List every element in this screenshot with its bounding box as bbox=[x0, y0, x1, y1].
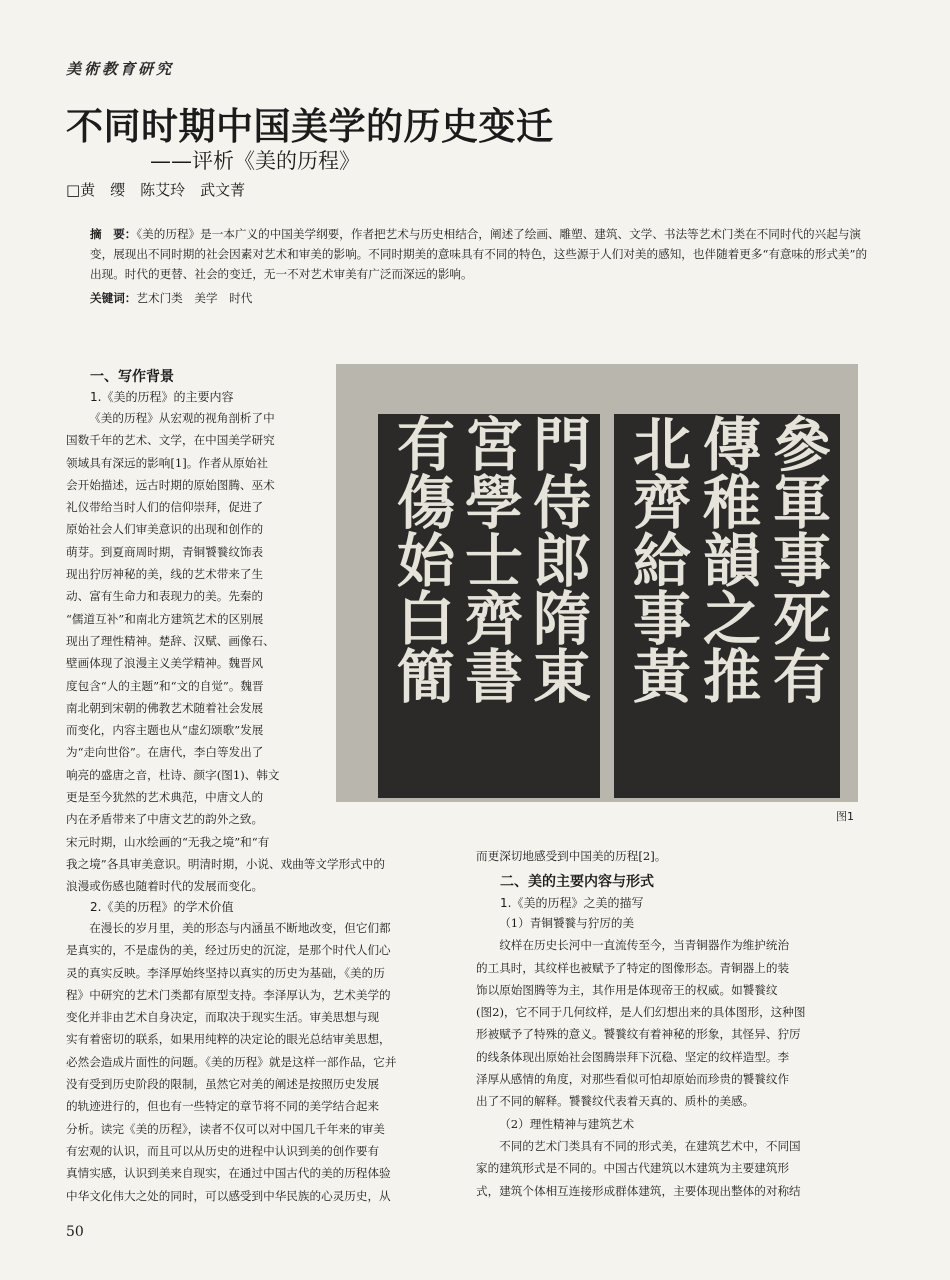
page-number: 50 bbox=[66, 1224, 84, 1240]
calligraphy-text: 傳稚韻之推 bbox=[693, 414, 761, 704]
section-heading-content: 二、美的主要内容与形式 bbox=[500, 874, 654, 890]
text-line: 饰以原始图腾等为主，其作用是体现帝王的权威。如饕餮纹 bbox=[476, 982, 778, 997]
text-line: 浪漫或伤感也随着时代的发展而变化。 bbox=[66, 879, 264, 894]
body-column-right bbox=[476, 912, 860, 1202]
text-line: 国数千年的艺术、文学，在中国美学研究 bbox=[66, 433, 275, 448]
text-line: 纹样在历史长河中一直流传至今，当青铜器作为维护统治 bbox=[499, 938, 790, 953]
text-line: 灵的真实反映。李泽厚始终坚持以真实的历史为基础，《美的历 bbox=[66, 965, 385, 980]
text-line: 的轨迹进行的，但也有一些特定的章节将不同的美学结合起来 bbox=[66, 1099, 380, 1114]
text-line: 我之境”各具审美意识。明清时期，小说、戏曲等文学形式中的 bbox=[66, 857, 385, 871]
text-line: 的工具时，其纹样也被赋予了特定的图像形态。青铜器上的装 bbox=[476, 960, 790, 975]
text-line: 度包含“人的主题”和“文的自觉”。魏晋 bbox=[66, 678, 264, 693]
text-line: 南北朝到宋朝的佛教艺术随着社会发展 bbox=[66, 700, 264, 715]
text-line: (图2)，它不同于几何纹样，是人们幻想出来的具体图形，这种图 bbox=[476, 1005, 806, 1020]
text-line: 而变化，内容主题也从“虚幻颂歌”发展 bbox=[66, 723, 264, 738]
figure-calligraphy-rubbing bbox=[336, 364, 858, 802]
calligraphy-text: 有傷始白簡 bbox=[387, 414, 455, 704]
abstract-label: 摘 要： bbox=[90, 227, 137, 241]
text-line: 变化并非由艺术自身决定，而取决于现实生活。审美思想与现 bbox=[66, 1010, 380, 1025]
keywords-label: 关键词： bbox=[90, 291, 137, 305]
calligraphy-column bbox=[624, 414, 690, 704]
author-list: □黄 缨 陈艾玲 武文菁 bbox=[66, 181, 246, 199]
subsubsection-heading: （1）青铜饕餮与狞厉的美 bbox=[499, 916, 635, 930]
calligraphy-column bbox=[456, 414, 522, 704]
text-line: 宋元时期，山水绘画的“无我之境”和“有 bbox=[66, 834, 270, 849]
text-line: “儒道互补”和南北方建筑艺术的区别展 bbox=[66, 611, 264, 626]
text-line: 内在矛盾带来了中唐文艺的韵外之致。 bbox=[66, 812, 264, 827]
body-column-narrow bbox=[66, 407, 318, 853]
text-line: 萌芽。到夏商周时期，青铜饕餮纹饰表 bbox=[66, 544, 264, 559]
calligraphy-column bbox=[524, 414, 590, 704]
article-subtitle: ——评析《美的历程》 bbox=[150, 149, 360, 173]
body-column-wide bbox=[66, 853, 458, 898]
body-column-right bbox=[476, 845, 860, 867]
section-heading-background: 一、写作背景 bbox=[90, 369, 174, 385]
text-line: 必然会造成片面性的问题。《美的历程》就是这样一部作品，它并 bbox=[66, 1054, 397, 1069]
calligraphy-text: 參軍事死有 bbox=[763, 414, 831, 704]
abstract-text: 《美的历程》是一本广义的中国美学纲要，作者把艺术与历史相结合，阐述了绘画、雕塑、建筑、文学、书法等艺术门类在不同时代的兴起与演变，展现出不同时期的社会因素对艺术和审美的影响。不同时期美的意味具有不同的特色，这些源于人们对美的感知，也伴随着更多“有意味的形式美”的出现。时代的更替、社会的变迁，无一不对艺术审美有广泛而深远的影响。 bbox=[90, 227, 868, 281]
calligraphy-column bbox=[764, 414, 830, 704]
journal-name: 美術教育研究 bbox=[66, 60, 175, 78]
figure-caption: 图1 bbox=[836, 810, 854, 823]
text-line: 现出了理性精神。楚辞、汉赋、画像石、 bbox=[66, 633, 275, 648]
body-column-wide bbox=[66, 917, 458, 1207]
text-line: 为“走向世俗”。在唐代，李白等发出了 bbox=[66, 745, 264, 760]
text-line: 的线条体现出原始社会图腾崇拜下沉稳、坚定的纹样造型。李 bbox=[476, 1049, 790, 1064]
rubbing-panel-left bbox=[378, 414, 600, 798]
text-line: 程》中研究的艺术门类都有原型支持。李泽厚认为，艺术美学的 bbox=[66, 987, 391, 1002]
text-line: 家的建筑形式是不同的。中国古代建筑以木建筑为主要建筑形 bbox=[476, 1161, 790, 1176]
keywords-text: 艺术门类 美学 时代 bbox=[136, 291, 253, 305]
article-title: 不同时期中国美学的历史变迁 bbox=[66, 105, 554, 148]
calligraphy-text: 門侍郎隋東 bbox=[523, 414, 591, 704]
text-line: 实有着密切的联系，如果用纯粹的决定论的眼光总结审美思想， bbox=[66, 1032, 391, 1047]
text-line: 领域具有深远的影响[1]。作者从原始社 bbox=[66, 455, 268, 470]
text-line: 有宏观的认识，而且可以从历史的进程中认识到美的创作要有 bbox=[66, 1143, 380, 1158]
text-line: 现出狞厉神秘的美，线的艺术带来了生 bbox=[66, 567, 264, 582]
calligraphy-text: 宮學士齊書 bbox=[455, 414, 523, 704]
text-line: 响亮的盛唐之音，杜诗、颜字(图1)、韩文 bbox=[66, 767, 280, 782]
text-line: 会开始描述，远古时期的原始图腾、巫术 bbox=[66, 477, 275, 492]
text-line: 中华文化伟大之处的同时，可以感受到中华民族的心灵历史，从 bbox=[66, 1188, 391, 1203]
text-line: 动、富有生命力和表现力的美。先秦的 bbox=[66, 589, 264, 604]
subsection-heading-content: 1.《美的历程》的主要内容 bbox=[90, 390, 234, 404]
rubbing-panel-right bbox=[614, 414, 840, 798]
text-line: 是真实的，不是虚伪的美，经过历史的沉淀，是那个时代人们心 bbox=[66, 943, 391, 958]
calligraphy-column bbox=[694, 414, 760, 704]
keywords bbox=[90, 290, 252, 306]
text-line: 而更深切地感受到中国美的历程[2]。 bbox=[476, 849, 667, 863]
text-line: 在漫长的岁月里，美的形态与内涵虽不断地改变，但它们都 bbox=[89, 921, 391, 935]
text-line: 原始社会人们审美意识的出现和创作的 bbox=[66, 522, 264, 537]
text-line: 真情实感，认识到美来自现实，在通过中国古代的美的历程体验 bbox=[66, 1166, 391, 1181]
text-line: 礼仪带给当时人们的信仰崇拜，促进了 bbox=[66, 500, 264, 515]
subsection-heading-value: 2.《美的历程》的学术价值 bbox=[90, 900, 234, 914]
subsubsection-heading: （2）理性精神与建筑艺术 bbox=[499, 1116, 635, 1131]
calligraphy-column bbox=[388, 414, 454, 704]
subsection-heading-description: 1.《美的历程》之美的描写 bbox=[500, 896, 644, 910]
text-line: 更是至今犹然的艺术典范，中唐文人的 bbox=[66, 790, 264, 805]
text-line: 没有受到历史阶段的限制，虽然它对美的阐述是按照历史发展 bbox=[66, 1077, 380, 1092]
text-line: 不同的艺术门类具有不同的形式美，在建筑艺术中，不同国 bbox=[499, 1138, 801, 1153]
text-line: 分析。读完《美的历程》，读者不仅可以对中国几千年来的审美 bbox=[66, 1121, 385, 1136]
text-line: 式，建筑个体相互连接形成群体建筑，主要体现出整体的对称结 bbox=[476, 1183, 801, 1198]
text-line: 泽厚从感情的角度，对那些看似可怕却原始而珍贵的饕餮纹作 bbox=[476, 1072, 790, 1087]
calligraphy-text: 北齊給事黃 bbox=[623, 414, 691, 704]
text-line: 壁画体现了浪漫主义美学精神。魏晋风 bbox=[66, 656, 264, 671]
text-line: 形被赋予了特殊的意义。饕餮纹有着神秘的形象，其怪异、狞厉 bbox=[476, 1027, 801, 1042]
abstract bbox=[90, 224, 870, 284]
text-line: 《美的历程》从宏观的视角剖析了中 bbox=[89, 411, 275, 425]
text-line: 出了不同的解释。饕餮纹代表着天真的、质朴的美感。 bbox=[476, 1094, 755, 1109]
